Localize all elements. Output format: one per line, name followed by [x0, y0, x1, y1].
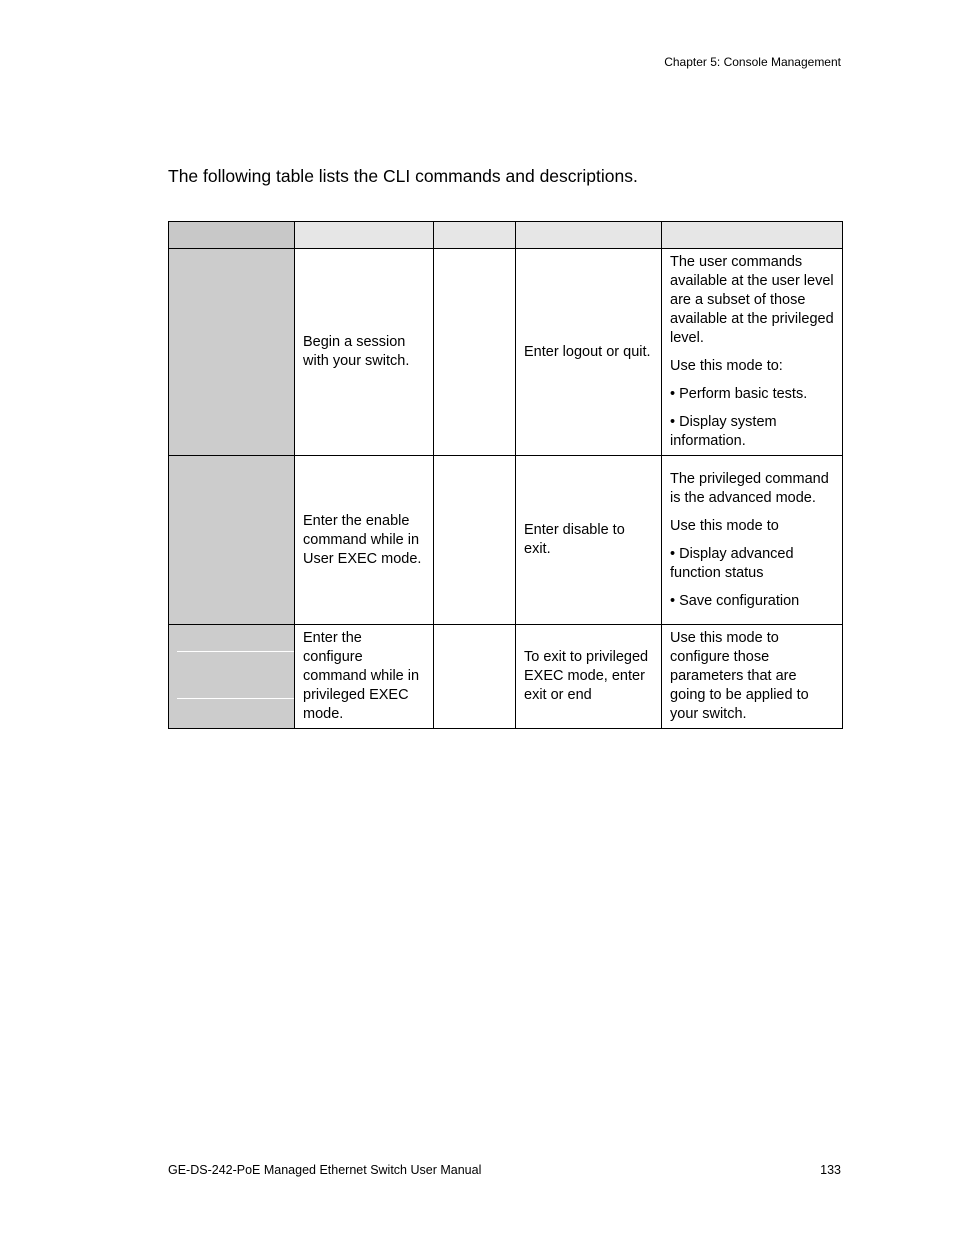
- header-cell-exit: [516, 222, 662, 249]
- chapter-header: Chapter 5: Console Management: [664, 55, 841, 69]
- table-header-row: [169, 222, 843, 249]
- mode-cell: [169, 456, 295, 625]
- header-cell-access: [295, 222, 434, 249]
- access-cell: Begin a session with your switch.: [295, 249, 434, 456]
- exit-cell: To exit to privileged EXEC mode, enter exit or end: [516, 625, 662, 729]
- about-text: The user commands available at the user level are a subset of those available at the privileged level.: [670, 254, 834, 346]
- about-text: Use this mode to:: [670, 358, 783, 374]
- exit-cell: Enter disable to exit.: [516, 456, 662, 625]
- mode-cell-rules: [177, 625, 286, 719]
- footer-page-number: 133: [820, 1163, 841, 1177]
- access-cell: Enter the configure command while in privileged EXEC mode.: [295, 625, 434, 729]
- table-row: [169, 249, 843, 456]
- about-text: The privileged command is the advanced mode.: [670, 470, 829, 506]
- mode-cell: [169, 625, 295, 729]
- header-cell-prompt: [434, 222, 516, 249]
- about-cell: [662, 249, 843, 456]
- prompt-cell: [434, 456, 516, 625]
- prompt-cell: [434, 625, 516, 729]
- prompt-cell: [434, 249, 516, 456]
- table-row: [169, 625, 843, 729]
- about-text: Use this mode to configure those parameters that are going to be applied to your switch.: [670, 630, 809, 722]
- header-cell-mode: [169, 222, 295, 249]
- about-cell: [662, 456, 843, 625]
- access-cell: Enter the enable command while in User EXEC mode.: [295, 456, 434, 625]
- about-text: • Display system information.: [670, 414, 777, 449]
- cli-commands-table: [168, 221, 843, 729]
- about-text: • Perform basic tests.: [670, 386, 808, 402]
- mode-cell: [169, 249, 295, 456]
- about-text: • Display advanced function status: [670, 545, 794, 581]
- about-text: Use this mode to: [670, 517, 779, 534]
- about-text: • Save configuration: [670, 592, 800, 609]
- about-cell: [662, 625, 843, 729]
- header-cell-about: [662, 222, 843, 249]
- table-row: [169, 456, 843, 625]
- footer-manual-title: GE-DS-242-PoE Managed Ethernet Switch User Manual: [168, 1163, 482, 1177]
- intro-paragraph: The following table lists the CLI commands and descriptions.: [168, 166, 638, 186]
- exit-cell: Enter logout or quit.: [516, 249, 662, 456]
